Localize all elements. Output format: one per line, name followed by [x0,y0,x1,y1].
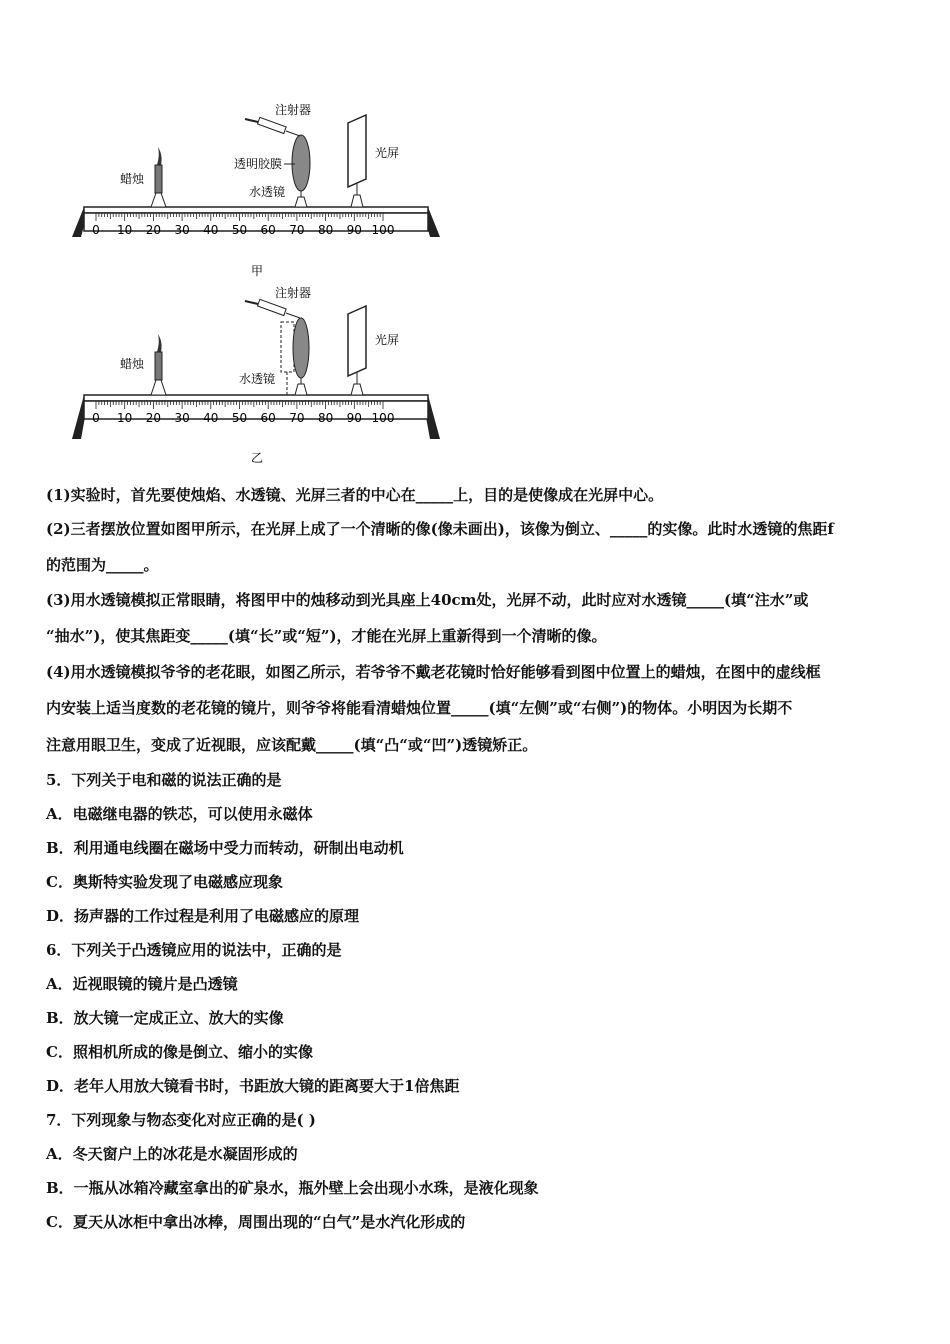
text-line: (4)用水透镜模拟爷爷的老花眼，如图乙所示，若爷爷不戴老花镜时恰好能够看到图中位置上的蜡烛，在图中的虚线框 [46,663,821,681]
question-5: 5．下列关于电和磁的说法正确的是 [46,771,282,789]
candle [151,147,166,207]
scale-tick-label: 20 [145,411,162,425]
text-line: “抽水”)，使其焦距变_____(填“长”或“短”)，才能在光屏上重新得到一个清晰的像。 [46,627,607,645]
label-syringe: 注射器 [275,286,312,300]
scale-tick-label: 60 [260,411,276,425]
option-c: C．奥斯特实验发现了电磁感应现象 [46,873,283,891]
bench-rail [84,207,428,213]
water-lens [293,318,309,395]
label-film: 透明胶膜 [234,157,283,171]
text-line: 的范围为_____。 [46,556,159,574]
option-b: B．利用通电线圈在磁场中受力而转动，研制出电动机 [46,839,404,857]
scale-tick-label: 90 [346,411,362,425]
scale-tick-label: 70 [289,411,305,425]
scale-tick-label: 0 [92,223,100,237]
scale-tick-label: 50 [231,223,248,237]
label-screen: 光屏 [375,146,400,160]
text-line: (2)三者摆放位置如图甲所示，在光屏上成了一个清晰的像(像未画出)，该像为倒立、_____的实像。此时水透镜的焦距f [46,520,834,538]
figure-jia [0,95,950,285]
light-screen [348,306,366,395]
text-line: (1)实验时，首先要使烛焰、水透镜、光屏三者的中心在_____上，目的是使像成在光屏中心。 [46,486,664,504]
figure-yi [0,282,950,472]
bench-rail [84,395,428,401]
text-line: (3)用水透镜模拟正常眼睛，将图甲中的烛移动到光具座上40cm处，光屏不动，此时应对水透镜_____(填“注水”或 [46,591,809,609]
option-b: B．一瓶从冰箱冷藏室拿出的矿泉水，瓶外壁上会出现小水珠，是液化现象 [46,1179,539,1197]
scale-tick-label: 100 [371,411,395,425]
scale-tick-label: 40 [203,223,219,237]
figure-caption: 乙 [251,451,264,465]
label-candle: 蜡烛 [120,357,145,371]
scale-tick-label: 30 [174,411,190,425]
scale-tick-label: 10 [117,411,133,425]
option-a: A．冬天窗户上的冰花是水凝固形成的 [46,1145,298,1163]
scale-tick-label: 0 [92,411,100,425]
scale-tick-label: 10 [117,223,133,237]
scale-tick-label: 20 [145,223,162,237]
question-7: 7．下列现象与物态变化对应正确的是( ) [46,1111,316,1129]
dashed-frame [281,322,294,372]
label-syringe: 注射器 [275,103,312,117]
scale-tick-label: 70 [289,223,305,237]
scale-tick-label: 90 [346,223,362,237]
label-candle: 蜡烛 [120,172,145,186]
text-line: 注意用眼卫生，变成了近视眼，应该配戴_____(填“凸“或“凹”)透镜矫正。 [46,736,538,754]
syringe [245,299,300,318]
question-6: 6．下列关于凸透镜应用的说法中，正确的是 [46,941,342,959]
label-screen: 光屏 [375,333,400,347]
option-d: D．扬声器的工作过程是利用了电磁感应的原理 [46,907,360,925]
option-a: A．近视眼镜的镜片是凸透镜 [46,975,238,993]
figure-caption: 甲 [251,264,264,278]
scale-tick-label: 60 [260,223,276,237]
candle [151,334,166,395]
water-lens [292,135,310,207]
option-b: B．放大镜一定成正立、放大的实像 [46,1009,284,1027]
syringe [245,117,300,136]
option-d: D．老年人用放大镜看书时，书距放大镜的距离要大于1倍焦距 [46,1077,460,1095]
option-a: A．电磁继电器的铁芯，可以使用永磁体 [46,805,313,823]
scale-tick-label: 100 [371,223,395,237]
light-screen [348,115,366,207]
option-c: C．夏天从冰柜中拿出冰棒，周围出现的“白气”是水汽化形成的 [46,1213,466,1231]
label-lens: 水透镜 [239,372,276,386]
scale-tick-label: 40 [203,411,219,425]
scale-tick-label: 30 [174,223,190,237]
scale-tick-label: 50 [231,411,248,425]
scale-tick-label: 80 [317,223,334,237]
option-c: C．照相机所成的像是倒立、缩小的实像 [46,1043,313,1061]
label-lens: 水透镜 [249,185,286,199]
scale-tick-label: 80 [317,411,334,425]
text-line: 内安装上适当度数的老花镜的镜片，则爷爷将能看清蜡烛位置_____(填“左侧”或“右侧”)的物体。小明因为长期不 [46,699,793,717]
